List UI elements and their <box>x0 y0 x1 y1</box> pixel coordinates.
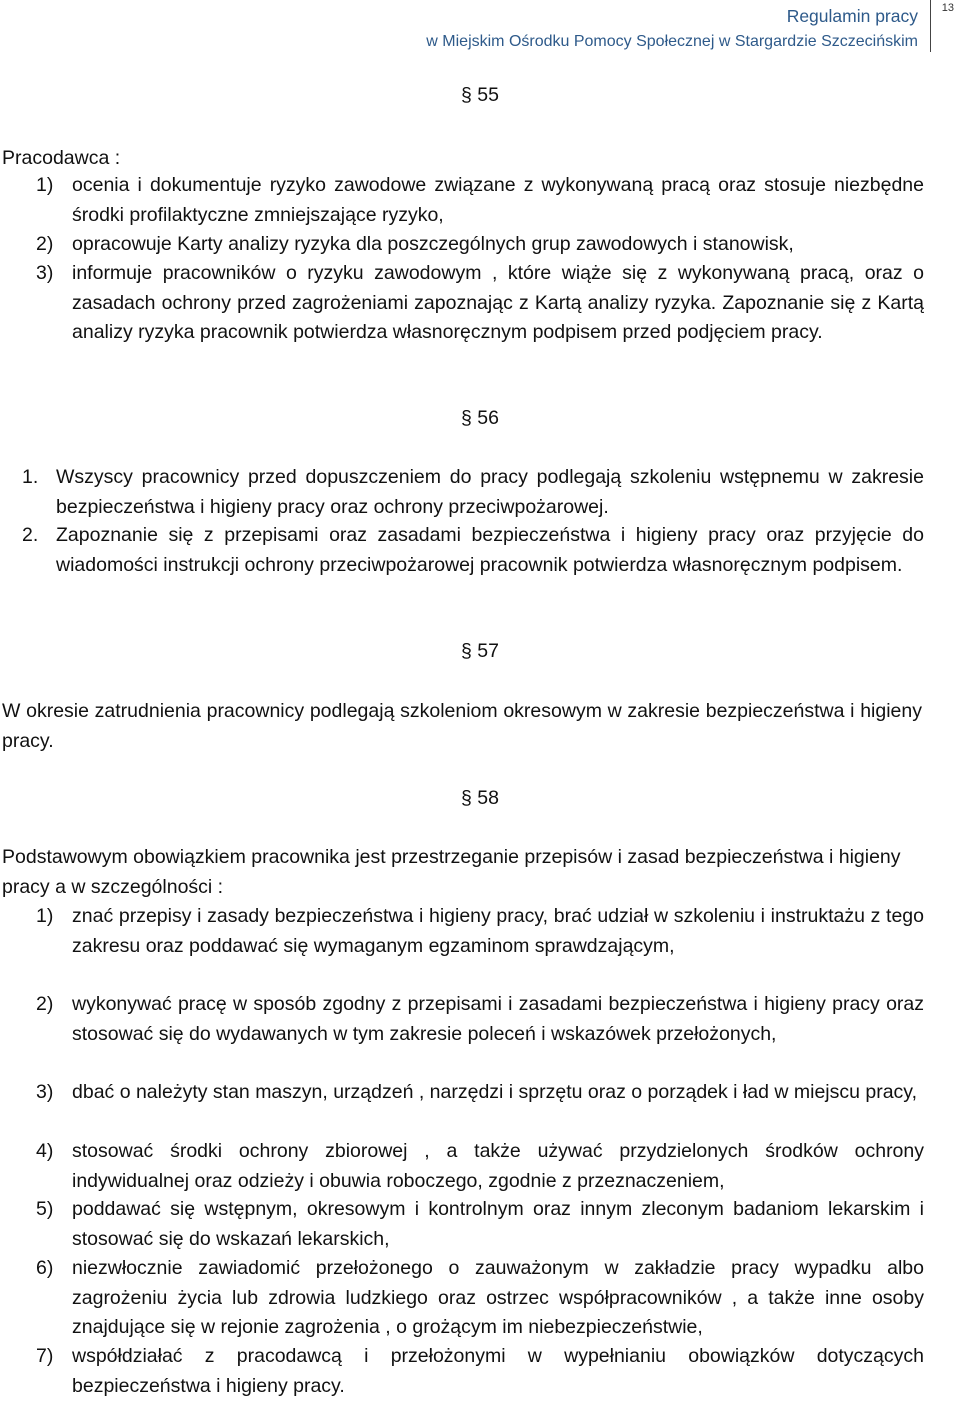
list-item-text: współdziałać z pracodawcą i przełożonymi w wypełnianiu obowiązków dotyczących bezpieczeństwa i higieny pracy. <box>72 1345 924 1397</box>
header-title: Regulamin pracy <box>786 6 918 26</box>
section-heading-58: § 58 <box>461 787 499 809</box>
list-item-number: 4) <box>36 1140 54 1162</box>
list-item <box>36 990 924 1080</box>
list-item-text: informuje pracowników o ryzyku zawodowym , które wiąże się z wykonywaną pracą, oraz o zasadach ochrony przed zagrożeniami zapoznając z Kartą analizy ryzyka. Zapoznanie się z Kartą analizy ryzyka pracownik potwierdza własnoręcznym podpisem przed podjęciem pracy. <box>72 262 924 343</box>
list-item <box>36 1342 924 1398</box>
list-item-text: wykonywać pracę w sposób zgodny z przepisami i zasadami bezpieczeństwa i higieny pracy oraz stosować się do wydawanych w tym zakresie poleceń i wskazówek przełożonych, <box>72 993 924 1045</box>
list-item-number: 7) <box>36 1345 54 1367</box>
list-item-number: 2) <box>36 233 54 255</box>
list-item-number: 3) <box>36 262 54 284</box>
list-item-number: 2) <box>36 993 54 1015</box>
list-item-number: 5) <box>36 1198 54 1220</box>
list-item <box>36 171 924 231</box>
list-item-text: ocenia i dokumentuje ryzyko zawodowe związane z wykonywaną pracą oraz stosuje niezbędne środki profilaktyczne zmniejszające ryzyko, <box>72 174 924 226</box>
list-item-text: znać przepisy i zasady bezpieczeństwa i higieny pracy, brać udział w szkoleniu i instruktażu z tego zakresu oraz poddawać się wymaganym egzaminom sprawdzającym, <box>72 905 924 957</box>
list-item <box>36 230 924 260</box>
list-item-number: 6) <box>36 1257 54 1279</box>
section-heading-55: § 55 <box>461 84 499 106</box>
section-58-intro: Podstawowym obowiązkiem pracownika jest przestrzeganie przepisów i zasad bezpieczeństwa i higieny pracy a w szczególności : <box>2 846 901 898</box>
section-heading-57: § 57 <box>461 640 499 662</box>
list-item <box>22 521 924 611</box>
page-header <box>0 0 960 60</box>
list-item <box>36 902 924 992</box>
list-item-text: Wszyscy pracownicy przed dopuszczeniem do pracy podlegają szkoleniu wstępnemu w zakresie bezpieczeństwa i higieny pracy oraz ochrony przeciwpożarowej. <box>56 466 924 518</box>
header-divider <box>930 0 931 52</box>
list-item-text: Zapoznanie się z przepisami oraz zasadami bezpieczeństwa i higieny pracy oraz przyjęcie do wiadomości instrukcji ochrony przeciwpożarowej pracownik potwierdza własnoręcznym podpisem. <box>56 524 924 576</box>
list-item-number: 1. <box>22 466 39 488</box>
list-item-text: stosować środki ochrony zbiorowej , a także używać przydzielonych środków ochrony indywidualnej oraz odzieży i obuwia roboczego, zgodnie z przeznaczeniem, <box>72 1140 924 1192</box>
section-55-intro: Pracodawca : <box>2 147 121 169</box>
list-item-number: 1) <box>36 174 54 196</box>
list-item-text: poddawać się wstępnym, okresowym i kontrolnym oraz innym zleconym badaniom lekarskim i stosować się do wskazań lekarskich, <box>72 1198 924 1250</box>
list-item-text: niezwłocznie zawiadomić przełożonego o zauważonym w zakładzie pracy wypadku albo zagrożeniu życia lub zdrowia ludzkiego oraz ostrzec współpracowników , a także inne osoby znajdujące się w rejonie zagrożenia , o grożącym im niebezpieczeństwie, <box>72 1257 924 1338</box>
list-item-number: 3) <box>36 1081 54 1103</box>
header-subtitle: w Miejskim Ośrodku Pomocy Społecznej w Stargardzie Szczecińskim <box>426 33 918 50</box>
list-item-number: 2. <box>22 524 39 546</box>
list-item-text: opracowuje Karty analizy ryzyka dla poszczególnych grup zawodowych i stanowisk, <box>72 233 794 255</box>
list-item <box>36 1195 924 1255</box>
section-57-text: W okresie zatrudnienia pracownicy podlegają szkoleniom okresowym w zakresie bezpieczeństwa i higieny pracy. <box>2 700 922 752</box>
list-item <box>36 1254 924 1344</box>
list-item <box>36 1137 924 1197</box>
page-number: 13 <box>941 2 954 14</box>
list-item-number: 1) <box>36 905 54 927</box>
section-heading-56: § 56 <box>461 407 499 429</box>
list-item <box>36 259 924 379</box>
list-item <box>36 1078 924 1138</box>
list-item <box>22 463 924 523</box>
list-item-text: dbać o należyty stan maszyn, urządzeń , narzędzi i sprzętu oraz o porządek i ład w miejscu pracy, <box>72 1081 918 1103</box>
